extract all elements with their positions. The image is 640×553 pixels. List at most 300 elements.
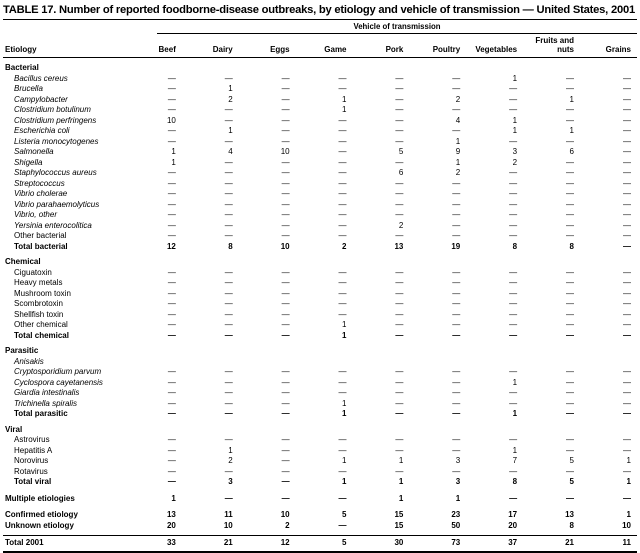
value-cell: —	[167, 178, 176, 188]
outbreaks-table	[3, 21, 637, 553]
value-cell	[523, 420, 580, 436]
value-cell: 1	[626, 510, 631, 520]
value-cell: —	[623, 388, 631, 398]
value-cell	[182, 420, 239, 436]
value-cell: —	[167, 267, 176, 277]
value-cell: —	[281, 267, 290, 277]
value-cell: —	[395, 199, 404, 209]
value-cell: —	[566, 377, 574, 387]
value-cell: —	[509, 398, 518, 408]
value-cell: —	[395, 126, 404, 136]
value-cell: —	[281, 330, 290, 340]
value-cell: —	[224, 73, 233, 83]
value-cell	[125, 341, 182, 357]
value-cell: 2	[285, 520, 290, 530]
table-row	[3, 242, 637, 253]
value-cell: —	[452, 231, 461, 241]
value-cell: —	[338, 309, 347, 319]
row-label: Shellfish toxin	[14, 309, 64, 319]
value-cell: 1	[512, 445, 518, 455]
row-label: Scombrotoxin	[14, 299, 63, 309]
row-label: Shigella	[14, 157, 43, 167]
value-cell	[125, 252, 182, 268]
value-cell: —	[623, 199, 631, 209]
value-cell: —	[509, 309, 518, 319]
value-cell: —	[395, 388, 404, 398]
value-cell	[239, 252, 296, 268]
value-cell: —	[167, 288, 176, 298]
value-cell: —	[395, 136, 404, 146]
value-cell: 12	[166, 241, 176, 251]
value-cell: —	[167, 466, 176, 476]
value-cell: —	[224, 299, 233, 309]
column-header-vegetables: Vegetables	[466, 34, 523, 58]
value-cell: —	[566, 320, 574, 330]
value-cell: 10	[622, 520, 631, 530]
value-cell: —	[566, 445, 574, 455]
value-cell: 1	[342, 330, 347, 340]
value-cell: 33	[125, 536, 182, 553]
value-cell: —	[509, 105, 518, 115]
value-cell: 15	[394, 520, 404, 530]
table-row	[3, 299, 637, 310]
value-cell: 2	[512, 157, 518, 167]
value-cell: —	[509, 84, 518, 94]
value-cell	[409, 252, 466, 268]
value-cell: 9	[455, 147, 461, 157]
value-cell: —	[281, 466, 290, 476]
table-row	[3, 105, 637, 116]
value-cell	[409, 58, 466, 74]
value-cell: —	[452, 367, 461, 377]
value-cell: —	[167, 299, 176, 309]
row-label: Viral	[5, 424, 23, 434]
value-cell: —	[623, 288, 631, 298]
value-cell: 13	[565, 510, 574, 520]
value-cell	[466, 341, 523, 357]
value-cell: —	[395, 445, 404, 455]
value-cell: 2	[228, 456, 233, 466]
value-cell: —	[281, 231, 290, 241]
table-row	[3, 147, 637, 158]
value-cell: —	[167, 220, 176, 230]
value-cell	[523, 252, 580, 268]
value-cell: 3	[455, 477, 461, 487]
value-cell: —	[623, 178, 631, 188]
section-header-row	[3, 252, 637, 268]
value-cell: —	[566, 288, 574, 298]
value-cell: —	[167, 189, 176, 199]
value-cell: —	[281, 278, 290, 288]
value-cell: 10	[166, 115, 176, 125]
value-cell: —	[395, 309, 404, 319]
value-cell	[580, 252, 637, 268]
value-cell: —	[167, 330, 176, 340]
value-cell: —	[167, 126, 176, 136]
value-cell: —	[452, 278, 461, 288]
value-cell: —	[224, 168, 233, 178]
value-cell: —	[509, 435, 518, 445]
value-cell	[523, 341, 580, 357]
value-cell: —	[224, 409, 233, 419]
value-cell: —	[395, 320, 404, 330]
table-row	[3, 456, 637, 467]
value-cell: 7	[512, 456, 518, 466]
value-cell: 1	[512, 377, 518, 387]
value-cell: 1	[228, 84, 233, 94]
value-cell	[353, 341, 410, 357]
value-cell: —	[338, 520, 347, 530]
table-row	[3, 378, 637, 389]
value-cell: —	[623, 267, 631, 277]
value-cell: —	[395, 330, 404, 340]
value-cell: —	[509, 231, 518, 241]
value-cell: —	[509, 178, 518, 188]
value-cell: —	[566, 309, 574, 319]
value-cell: —	[452, 320, 461, 330]
value-cell: —	[224, 388, 233, 398]
value-cell: 12	[239, 536, 296, 553]
value-cell: 3	[455, 456, 461, 466]
value-cell: —	[224, 210, 233, 220]
value-cell: —	[224, 435, 233, 445]
column-header-fruits-and-nuts: Fruits and nuts	[523, 34, 580, 58]
value-cell: —	[338, 136, 347, 146]
value-cell	[580, 58, 637, 74]
value-cell: —	[623, 445, 631, 455]
value-cell: 1	[569, 126, 574, 136]
value-cell: —	[395, 435, 404, 445]
value-cell: 1	[342, 320, 347, 330]
value-cell: —	[566, 168, 574, 178]
value-cell: 1	[342, 105, 347, 115]
value-cell: —	[395, 267, 404, 277]
value-cell: —	[566, 278, 574, 288]
value-cell: —	[623, 105, 631, 115]
table-row	[3, 116, 637, 127]
value-cell: —	[395, 84, 404, 94]
value-cell: 2	[455, 168, 461, 178]
row-label: Confirmed etiology	[5, 510, 78, 520]
value-cell: —	[509, 288, 518, 298]
table-row	[3, 158, 637, 169]
value-cell: —	[566, 466, 574, 476]
value-cell: —	[167, 84, 176, 94]
value-cell: —	[395, 178, 404, 188]
value-cell: 1	[455, 157, 461, 167]
value-cell: 20	[508, 520, 518, 530]
value-cell: —	[338, 493, 347, 503]
table-row	[3, 320, 637, 331]
value-cell: —	[224, 377, 233, 387]
value-cell: 2	[228, 94, 233, 104]
row-label: Other chemical	[14, 320, 68, 330]
value-cell: —	[167, 456, 176, 466]
value-cell: —	[224, 398, 233, 408]
row-label: Bacterial	[5, 63, 39, 73]
value-cell: 1	[171, 157, 176, 167]
row-label: Clostridium perfringens	[14, 115, 97, 125]
value-cell: —	[623, 210, 631, 220]
row-label: Total viral	[14, 477, 52, 487]
value-cell: —	[224, 199, 233, 209]
value-cell	[296, 357, 353, 368]
value-cell: —	[452, 73, 461, 83]
value-cell: —	[224, 220, 233, 230]
value-cell: —	[395, 189, 404, 199]
value-cell: —	[167, 231, 176, 241]
value-cell: 6	[569, 147, 574, 157]
value-cell	[182, 58, 239, 74]
value-cell: 21	[523, 536, 580, 553]
value-cell: —	[509, 299, 518, 309]
table-row	[3, 189, 637, 200]
value-cell: 1	[342, 94, 347, 104]
value-cell	[409, 420, 466, 436]
column-header-pork: Pork	[353, 34, 410, 58]
value-cell: —	[623, 278, 631, 288]
value-cell: —	[395, 299, 404, 309]
value-cell	[580, 357, 637, 368]
value-cell: —	[566, 84, 574, 94]
value-cell: —	[566, 220, 574, 230]
value-cell	[239, 58, 296, 74]
value-cell: —	[623, 168, 631, 178]
value-cell: —	[395, 94, 404, 104]
value-cell: 1	[171, 147, 176, 157]
value-cell	[466, 252, 523, 268]
table-title: TABLE 17. Number of reported foodborne-disease outbreaks, by etiology and vehicle of transmission — United States, 2001	[3, 4, 637, 20]
value-cell: —	[224, 115, 233, 125]
row-label: Mushroom toxin	[14, 288, 71, 298]
row-label: Total bacterial	[14, 241, 68, 251]
value-cell: —	[338, 199, 347, 209]
value-cell: 23	[451, 510, 461, 520]
value-cell: —	[452, 84, 461, 94]
value-cell: —	[167, 377, 176, 387]
value-cell: —	[338, 299, 347, 309]
value-cell: —	[623, 73, 631, 83]
value-cell: —	[566, 115, 574, 125]
value-cell: 1	[398, 456, 404, 466]
row-label: Escherichia coli	[14, 126, 70, 136]
row-label: Salmonella	[14, 147, 54, 157]
value-cell: —	[395, 115, 404, 125]
value-cell	[182, 341, 239, 357]
value-cell: —	[281, 288, 290, 298]
value-cell: —	[338, 388, 347, 398]
value-cell: 2	[342, 241, 347, 251]
value-cell: 3	[228, 477, 233, 487]
row-label: Clostridium botulinum	[14, 105, 91, 115]
table-row	[3, 268, 637, 279]
value-cell: 1	[228, 126, 233, 136]
value-cell: —	[395, 377, 404, 387]
value-cell: —	[623, 377, 631, 387]
table-body	[3, 58, 637, 553]
value-cell: 5	[569, 456, 574, 466]
value-cell: —	[452, 388, 461, 398]
value-cell: —	[623, 84, 631, 94]
value-cell	[239, 357, 296, 368]
value-cell: —	[452, 445, 461, 455]
span-header-cell	[125, 21, 637, 34]
table-row	[3, 179, 637, 190]
table-row	[3, 536, 637, 553]
value-cell: —	[623, 231, 631, 241]
value-cell: —	[623, 367, 631, 377]
value-cell: —	[452, 178, 461, 188]
table-row	[3, 409, 637, 420]
value-cell: —	[224, 309, 233, 319]
value-cell: 8	[569, 520, 574, 530]
value-cell: 4	[455, 115, 461, 125]
value-cell: —	[509, 189, 518, 199]
value-cell	[580, 420, 637, 436]
value-cell: —	[281, 320, 290, 330]
value-cell: —	[167, 309, 176, 319]
table-row	[3, 231, 637, 242]
value-cell: —	[623, 320, 631, 330]
value-cell: 2	[398, 220, 404, 230]
value-cell: —	[167, 398, 176, 408]
value-cell: 4	[228, 147, 233, 157]
value-cell: —	[509, 330, 518, 340]
row-label: Giardia intestinalis	[14, 388, 80, 398]
value-cell: 5	[398, 147, 404, 157]
span-header-spacer	[3, 21, 125, 34]
table-row	[3, 84, 637, 95]
value-cell: —	[566, 231, 574, 241]
row-label: Parasitic	[5, 346, 39, 356]
value-cell: —	[452, 435, 461, 445]
table-row	[3, 289, 637, 300]
value-cell: —	[566, 267, 574, 277]
value-cell: —	[623, 220, 631, 230]
row-label: Streptococcus	[14, 178, 65, 188]
table-row	[3, 446, 637, 457]
value-cell: —	[281, 126, 290, 136]
value-cell: —	[452, 299, 461, 309]
value-cell	[125, 58, 182, 74]
row-label: Anisakis	[14, 356, 44, 366]
value-cell: —	[338, 126, 347, 136]
value-cell: —	[281, 299, 290, 309]
value-cell: 5	[569, 477, 574, 487]
table-row	[3, 504, 637, 521]
value-cell: 19	[451, 241, 461, 251]
row-label: Yersinia enterocolitica	[14, 220, 92, 230]
column-header-poultry: Poultry	[409, 34, 466, 58]
row-label: Heavy metals	[14, 278, 63, 288]
row-label: Rotavirus	[14, 466, 48, 476]
value-cell: 1	[512, 126, 518, 136]
value-cell: —	[338, 231, 347, 241]
value-cell: —	[623, 94, 631, 104]
value-cell: —	[338, 73, 347, 83]
table-row	[3, 435, 637, 446]
value-cell: 1	[512, 115, 518, 125]
value-cell: —	[509, 210, 518, 220]
value-cell: 1	[342, 409, 347, 419]
value-cell: —	[566, 398, 574, 408]
value-cell	[125, 357, 182, 368]
value-cell: —	[338, 157, 347, 167]
value-cell: —	[566, 435, 574, 445]
table-header	[3, 21, 637, 58]
value-cell: 8	[512, 477, 518, 487]
value-cell: —	[509, 278, 518, 288]
column-header-row	[3, 34, 637, 58]
row-label: Brucella	[14, 84, 43, 94]
section-header-row	[3, 341, 637, 357]
value-cell: 1	[398, 477, 404, 487]
value-cell: 30	[353, 536, 410, 553]
table-row	[3, 477, 637, 488]
value-cell	[466, 357, 523, 368]
value-cell: 1	[171, 493, 176, 503]
value-cell: —	[167, 388, 176, 398]
value-cell: —	[281, 157, 290, 167]
value-cell: —	[224, 320, 233, 330]
value-cell: —	[566, 493, 574, 503]
value-cell: —	[281, 435, 290, 445]
value-cell: —	[566, 199, 574, 209]
column-header-eggs: Eggs	[239, 34, 296, 58]
value-cell: —	[566, 210, 574, 220]
table-row	[3, 200, 637, 211]
value-cell: —	[167, 367, 176, 377]
value-cell: —	[167, 94, 176, 104]
value-cell: —	[167, 199, 176, 209]
value-cell: —	[338, 210, 347, 220]
table-row	[3, 357, 637, 368]
value-cell: —	[338, 377, 347, 387]
value-cell: —	[623, 466, 631, 476]
value-cell: —	[281, 493, 290, 503]
value-cell: —	[623, 147, 631, 157]
value-cell: —	[623, 299, 631, 309]
value-cell: —	[623, 126, 631, 136]
value-cell: —	[167, 445, 176, 455]
table-row	[3, 126, 637, 137]
row-label: Cryptosporidium parvum	[14, 367, 102, 377]
value-cell: —	[452, 398, 461, 408]
row-label: Other bacterial	[14, 231, 67, 241]
row-label: Vibrio, other	[14, 210, 57, 220]
table-row	[3, 399, 637, 410]
value-cell: —	[623, 435, 631, 445]
value-cell: —	[281, 477, 290, 487]
value-cell: —	[452, 330, 461, 340]
section-header-row	[3, 420, 637, 436]
value-cell: —	[395, 398, 404, 408]
value-cell: —	[338, 189, 347, 199]
value-cell: 8	[512, 241, 518, 251]
value-cell: —	[452, 309, 461, 319]
value-cell: —	[338, 115, 347, 125]
value-cell: —	[338, 178, 347, 188]
value-cell: —	[281, 388, 290, 398]
value-cell: —	[623, 398, 631, 408]
value-cell	[353, 58, 410, 74]
value-cell: —	[338, 435, 347, 445]
value-cell	[182, 357, 239, 368]
value-cell: —	[281, 73, 290, 83]
value-cell: —	[224, 466, 233, 476]
value-cell	[523, 58, 580, 74]
value-cell: —	[623, 309, 631, 319]
